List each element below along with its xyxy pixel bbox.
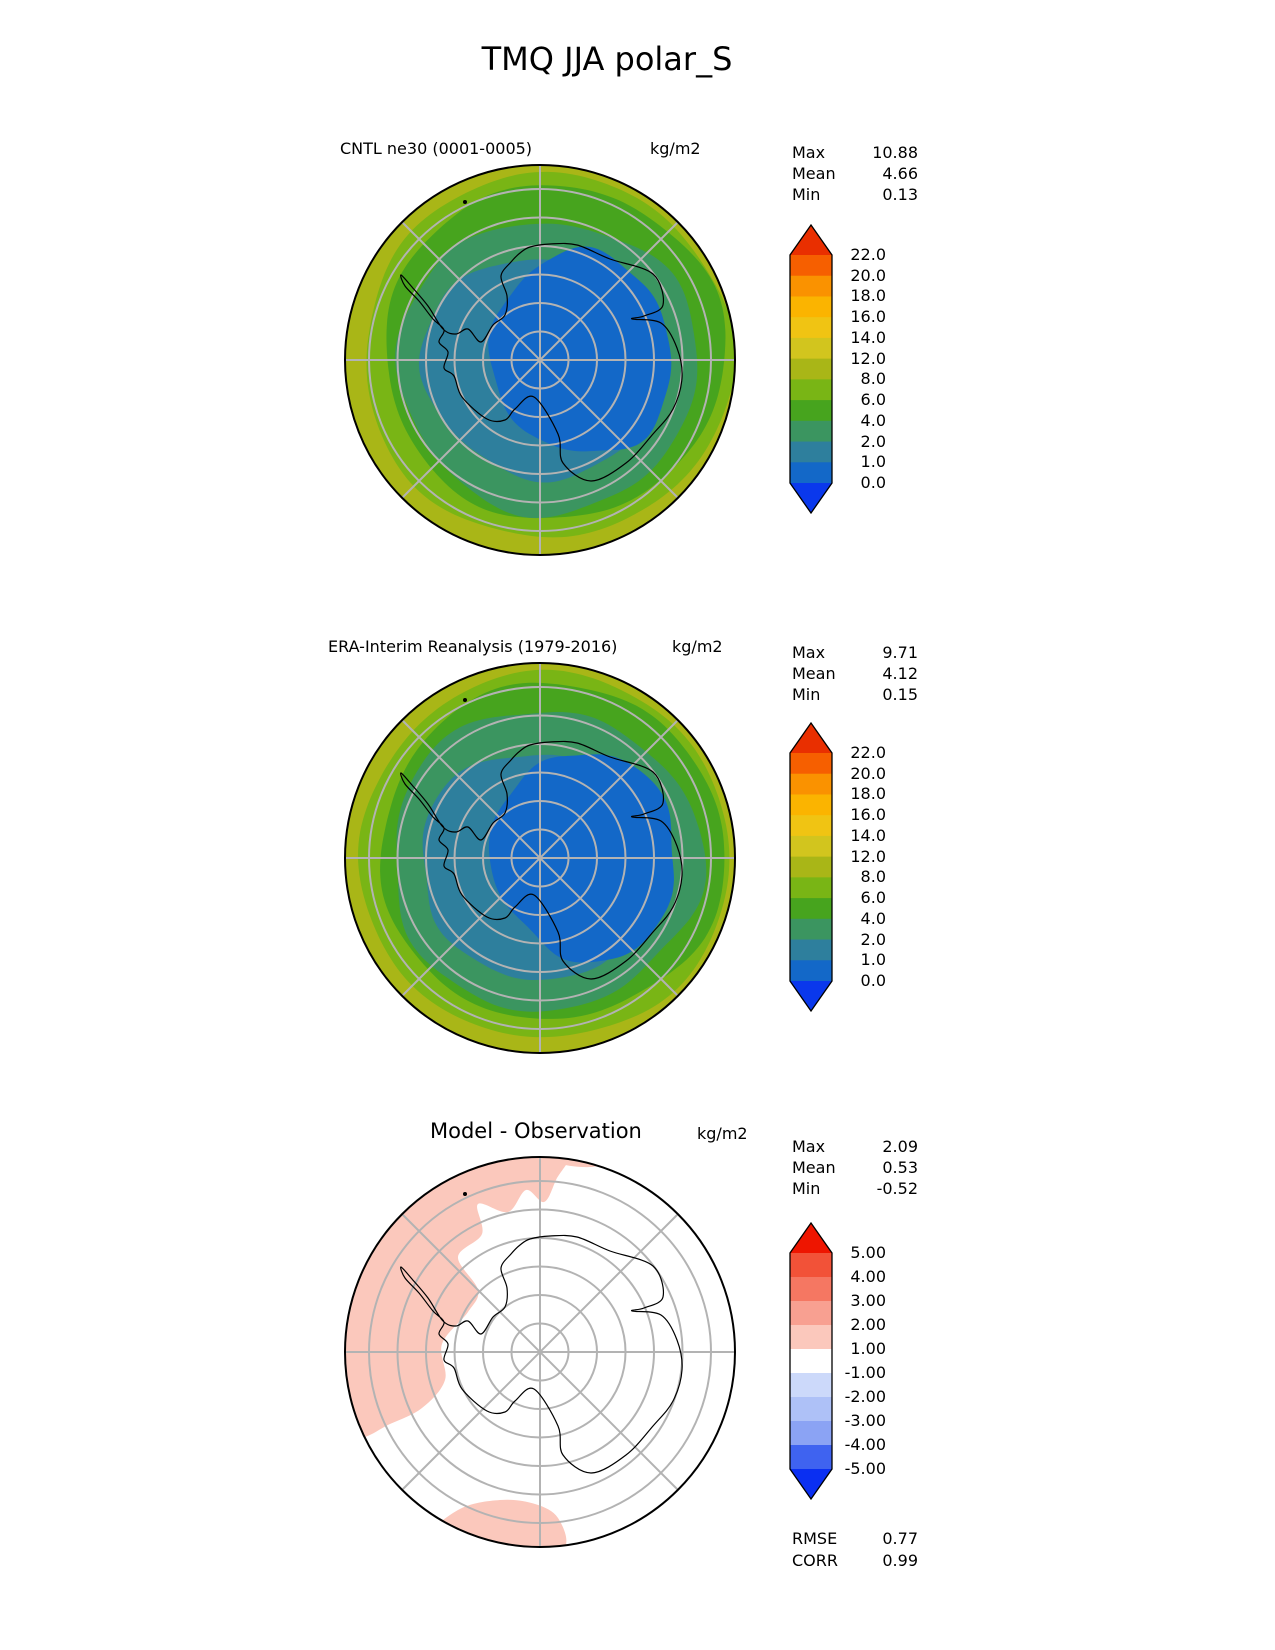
stat-value: 0.99 [882,1551,918,1570]
colorbar-tick-label: 14.0 [850,825,886,845]
colorbar-tick-label: -3.00 [844,1411,886,1430]
stat-label: Max [792,143,826,162]
stat-label: Min [792,1179,821,1198]
colorbar-tick-label: -1.00 [844,1363,886,1382]
stat-row [792,184,918,205]
map-obs [335,653,745,1067]
stat-label: RMSE [792,1529,838,1548]
colorbar-tick-label: 6.0 [860,888,886,908]
stat-label: Min [792,685,821,704]
colorbar-tick-label: 4.0 [860,410,886,430]
stat-value: 0.53 [882,1158,918,1177]
units-label-diff: kg/m2 [697,1124,748,1143]
colorbar-tick-label: 20.0 [850,265,886,285]
stat-row [792,684,918,705]
stat-row [792,1136,918,1157]
stat-value: 9.71 [882,643,918,662]
island-dot [463,1192,467,1196]
colorbar-tick-label: 0.0 [860,971,886,990]
graticule [345,1157,735,1547]
stat-row [792,1178,918,1199]
colorbar-tick-label: 16.0 [850,805,886,825]
stat-value: 2.09 [882,1137,918,1156]
stats-block-diff [792,1136,918,1199]
stat-label: Min [792,185,821,204]
stat-value: 4.12 [882,664,918,683]
map-model [335,155,745,569]
colorbar-tick-label: 12.0 [850,348,886,368]
polar-map-svg [335,653,745,1063]
stat-label: Mean [792,164,836,183]
colorbar-tick-label: 1.0 [860,950,886,970]
graticule [345,663,735,1053]
panel-header-obs: ERA-Interim Reanalysis (1979-2016) [328,637,618,656]
colorbar-tick-label: 12.0 [850,846,886,866]
colorbar-tick-label: 18.0 [850,784,886,804]
figure-title: TMQ JJA polar_S [481,40,733,78]
stat-value: 4.66 [882,164,918,183]
colorbar-tick-label: 2.00 [850,1315,886,1334]
colorbar-tick-label: 6.0 [860,390,886,410]
colorbar-tick-label: 4.0 [860,908,886,928]
panel-header-model: CNTL ne30 (0001-0005) [340,139,533,158]
colorbar-tick-label: 1.0 [860,452,886,472]
stat-row [792,142,918,163]
colorbar-tick-label: 1.00 [850,1339,886,1358]
island-dot [463,698,467,702]
stats-block-obs [792,642,918,705]
colorbar-tick-label: 14.0 [850,327,886,347]
stat-label: Mean [792,664,836,683]
stat-row [792,1528,918,1550]
stat-row [792,642,918,663]
stat-value: 0.13 [882,185,918,204]
stat-value: 0.15 [882,685,918,704]
graticule [345,165,735,555]
colorbar-tick-label: 22.0 [850,743,886,762]
stat-value: 10.88 [872,143,918,162]
stat-value: 0.77 [882,1529,918,1548]
units-label-obs: kg/m2 [672,637,723,656]
colorbar-tick-label: -5.00 [844,1459,886,1478]
colorbar-tick-label: 5.00 [850,1243,886,1262]
colorbar-tick-label: 2.0 [860,929,886,949]
colorbar-tick-label: 4.00 [850,1267,886,1286]
colorbar-tick-label: -2.00 [844,1387,886,1406]
stat-row [792,1157,918,1178]
island-dot [463,200,467,204]
units-label-model: kg/m2 [650,139,701,158]
colorbar-tick-label: 2.0 [860,431,886,451]
colorbar-tick-label: 16.0 [850,307,886,327]
skill-stats-block [792,1528,918,1572]
stats-block-model [792,142,918,205]
colorbar-tick-label: 18.0 [850,286,886,306]
panel-header-diff: Model - Observation [430,1119,642,1143]
polar-map-svg [335,155,745,565]
colorbar-tick-label: 22.0 [850,245,886,264]
stat-row [792,663,918,684]
colorbar-tick-label: 8.0 [860,369,886,389]
stat-row [792,163,918,184]
stat-label: CORR [792,1551,838,1570]
polar-map-svg [335,1147,745,1557]
stat-value: -0.52 [876,1179,918,1198]
colorbar-tick-label: 20.0 [850,763,886,783]
colorbar-tick-label: -4.00 [844,1435,886,1454]
stat-label: Max [792,643,826,662]
map-diff [335,1147,745,1561]
stat-label: Max [792,1137,826,1156]
colorbar-tick-label: 0.0 [860,473,886,492]
colorbar-tick-label: 3.00 [850,1291,886,1310]
colorbar-tick-label: 8.0 [860,867,886,887]
stat-row [792,1550,918,1572]
stat-label: Mean [792,1158,836,1177]
